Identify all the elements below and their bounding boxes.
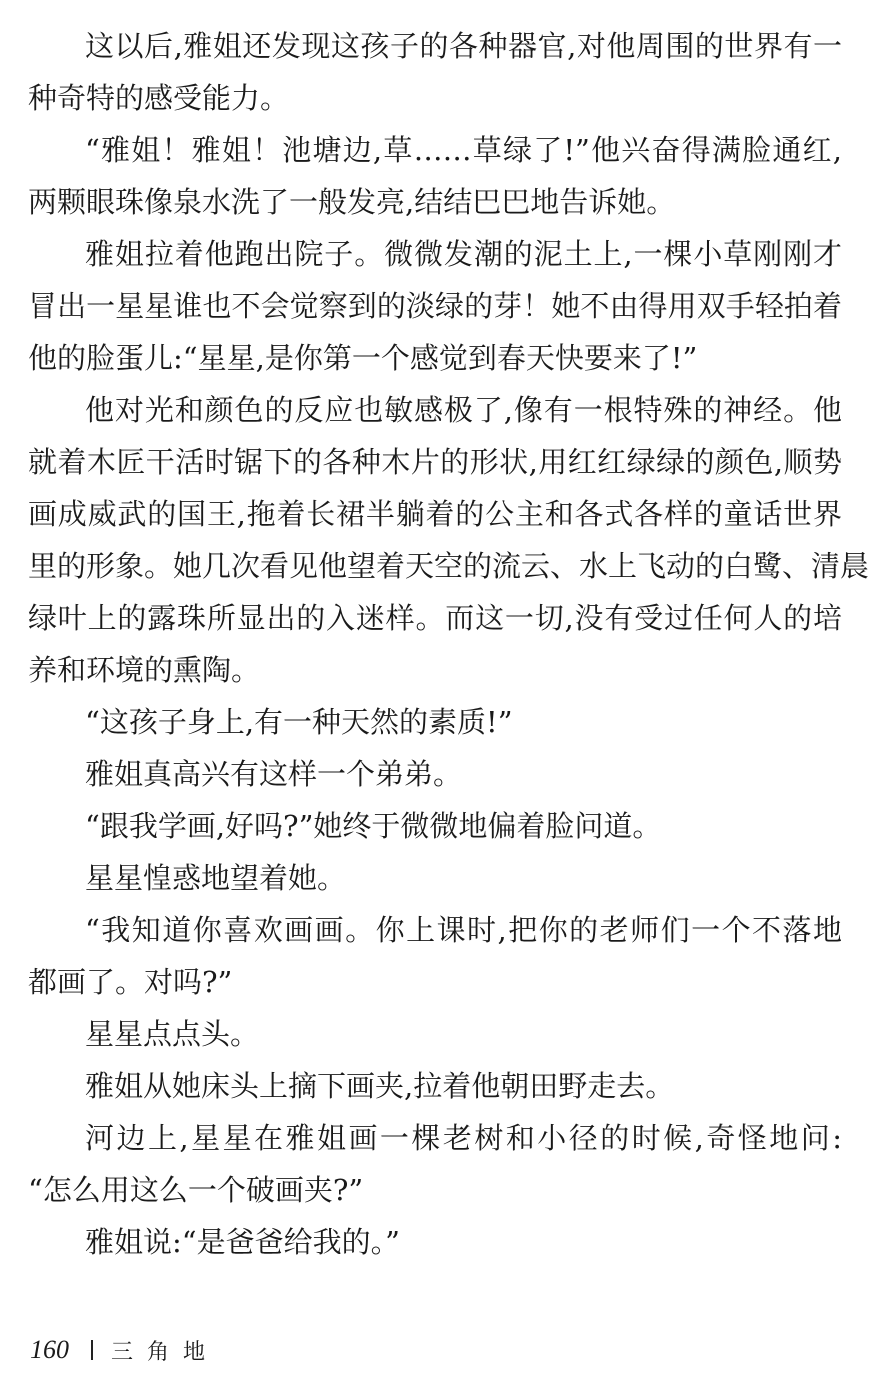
paragraph [28, 696, 842, 748]
text-line: 他的脸蛋儿:“星星,是你第一个感觉到春天快要来了!” [28, 341, 698, 375]
paragraph [28, 800, 842, 852]
page-body [28, 20, 870, 1268]
paragraph [28, 748, 842, 800]
text-line: “跟我学画,好吗?”她终于微微地偏着脸问道。 [85, 809, 662, 843]
footer-separator [91, 1340, 93, 1360]
paragraph [28, 852, 842, 904]
text-line: “这孩子身上,有一种天然的素质!” [85, 705, 513, 739]
text-line: 雅姐真高兴有这样一个弟弟。 [85, 757, 463, 791]
text-line: 他对光和颜色的反应也敏感极了,像有一根特殊的神经。他 [85, 393, 842, 427]
page-number: 160 [30, 1335, 69, 1364]
text-line: 两颗眼珠像泉水洗了一般发亮,结结巴巴地告诉她。 [28, 185, 676, 219]
paragraph [28, 228, 842, 384]
text-line: 这以后,雅姐还发现这孩子的各种器官,对他周围的世界有一 [85, 29, 842, 63]
text-line: 养和环境的熏陶。 [28, 653, 261, 687]
text-line: 星星惶惑地望着她。 [85, 861, 347, 895]
paragraph [28, 124, 842, 228]
text-line: “雅姐！雅姐！池塘边,草……草绿了!”他兴奋得满脸通红, [85, 133, 842, 167]
page-footer [30, 1330, 219, 1370]
text-line: “我知道你喜欢画画。你上课时,把你的老师们一个不落地 [85, 913, 842, 947]
paragraph [28, 1112, 842, 1216]
text-line: 雅姐从她床头上摘下画夹,拉着他朝田野走去。 [85, 1069, 675, 1103]
text-line: 冒出一星星谁也不会觉察到的淡绿的芽！她不由得用双手轻拍着 [28, 289, 842, 323]
paragraph [28, 384, 870, 696]
text-line: 河边上,星星在雅姐画一棵老树和小径的时候,奇怪地问: [85, 1121, 842, 1155]
paragraph [28, 1008, 842, 1060]
paragraph [28, 20, 842, 124]
paragraph [28, 904, 842, 1008]
text-line: 星星点点头。 [85, 1017, 260, 1051]
text-line: 雅姐说:“是爸爸给我的。” [85, 1225, 400, 1259]
text-line: “怎么用这么一个破画夹?” [28, 1173, 364, 1207]
paragraph [28, 1060, 842, 1112]
text-line: 种奇特的感受能力。 [28, 81, 290, 115]
text-line: 里的形象。她几次看见他望着天空的流云、水上飞动的白鹭、清晨 [28, 549, 870, 583]
text-line: 都画了。对吗?” [28, 965, 233, 999]
text-line: 画成威武的国王,拖着长裙半躺着的公主和各式各样的童话世界 [28, 497, 842, 531]
book-title: 三角地 [111, 1339, 220, 1365]
text-line: 绿叶上的露珠所显出的入迷样。而这一切,没有受过任何人的培 [28, 601, 842, 635]
paragraph [28, 1216, 842, 1268]
text-line: 雅姐拉着他跑出院子。微微发潮的泥土上,一棵小草刚刚才 [85, 237, 842, 271]
text-line: 就着木匠干活时锯下的各种木片的形状,用红红绿绿的颜色,顺势 [28, 445, 842, 479]
